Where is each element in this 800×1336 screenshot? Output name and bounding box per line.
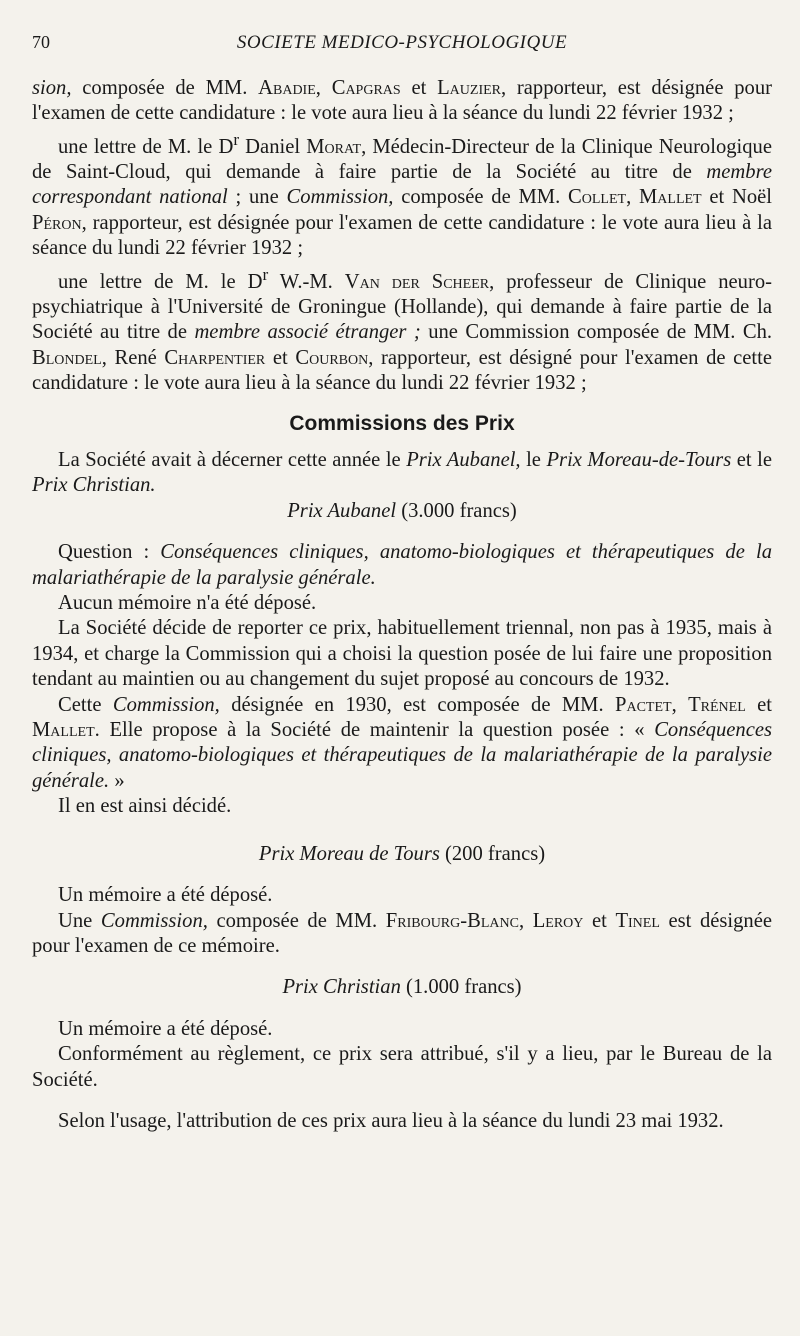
paragraph-aubanel-commission: Cette Commission, désignée en 1930, est composée de MM. Pactet, Trénel et Mallet. Elle propose à la Société de maintenir la question posée : « Conséquences cliniques, anatomo-biologiques et thérapeutiques de la malariathérapie de la paralysie générale. » <box>32 693 772 792</box>
subheading-prix-moreau: Prix Moreau de Tours (200 francs) <box>258 842 546 865</box>
paragraph-aubanel-decision: La Société décide de reporter ce prix, habituellement triennal, non pas à 1935, mais à 1934, et charge la Commission qui a choisi la question posée de lui faire une proposition tendant au maintien ou au changement du sujet proposé au concours de 1932. <box>32 617 772 691</box>
subheading-prix-christian: Prix Christian (1.000 francs) <box>282 976 522 999</box>
paragraph-moreau-deposited: Un mémoire a été déposé. <box>58 884 273 907</box>
paragraph-prizes-intro: La Société avait à décerner cette année le Prix Aubanel, le Prix Moreau-de-Tours et le Prix Christian. <box>32 449 772 497</box>
page-header <box>32 30 772 56</box>
paragraph-christian-deposited: Un mémoire a été déposé. <box>58 1017 273 1040</box>
section-heading: Commissions des Prix <box>289 411 515 435</box>
paragraph-van-der-scheer-letter: une lettre de M. le $D^r$ W.-M. Van der Scheer, professeur de Clinique neuro-psychiatrique à l'Université de Groningue (Hollande), qui demande à faire partie de la Société au titre de membre associé étranger ; une Commission composée de MM. Ch. Blondel, René Charpentier et Courbon, rapporteur, est désigné pour l'examen de cette candidature : le vote aura lieu à la séance du lundi 22 février 1932 ; <box>32 264 773 395</box>
paragraph-christian-rule: Conformément au règlement, ce prix sera attribué, s'il y a lieu, par le Bureau de la Société. <box>32 1043 772 1091</box>
paragraph-abadie-commission: sion, composée de MM. Abadie, Capgras et Lauzier, rapporteur, est désignée pour l'examen de cette candidature : le vote aura lieu à la séance du lundi 22 février 1932 ; <box>32 77 772 125</box>
page-body <box>32 76 772 1134</box>
paragraph-aubanel-no-memoir: Aucun mémoire n'a été déposé. <box>58 592 317 615</box>
page-number: 70 <box>32 32 50 52</box>
running-title: SOCIETE MEDICO-PSYCHOLOGIQUE <box>236 32 568 53</box>
paragraph-morat-letter: une lettre de M. le $D^r$ Daniel Morat, Médecin-Directeur de la Clinique Neurologique de Saint-Cloud, qui demande à faire partie de la Société au titre de membre correspondant national ; une Commission, composée de MM. Collet, Mallet et Noël Péron, rapporteur, est désignée pour l'examen de cette candidature : le vote aura lieu à la séance du lundi 22 février 1932 ; <box>32 129 773 260</box>
paragraph-aubanel-decided: Il en est ainsi décidé. <box>58 795 232 818</box>
subheading-prix-aubanel: Prix Aubanel (3.000 francs) <box>287 499 517 522</box>
paragraph-moreau-commission: Une Commission, composée de MM. Fribourg-Blanc, Leroy et Tinel est désignée pour l'examen de ce mémoire. <box>32 909 772 957</box>
paragraph-aubanel-question: Question : Conséquences cliniques, anatomo-biologiques et thérapeutiques de la malariathérapie de la paralysie générale. <box>32 541 772 589</box>
paragraph-christian-usage: Selon l'usage, l'attribution de ces prix aura lieu à la séance du lundi 23 mai 1932. <box>58 1109 724 1132</box>
